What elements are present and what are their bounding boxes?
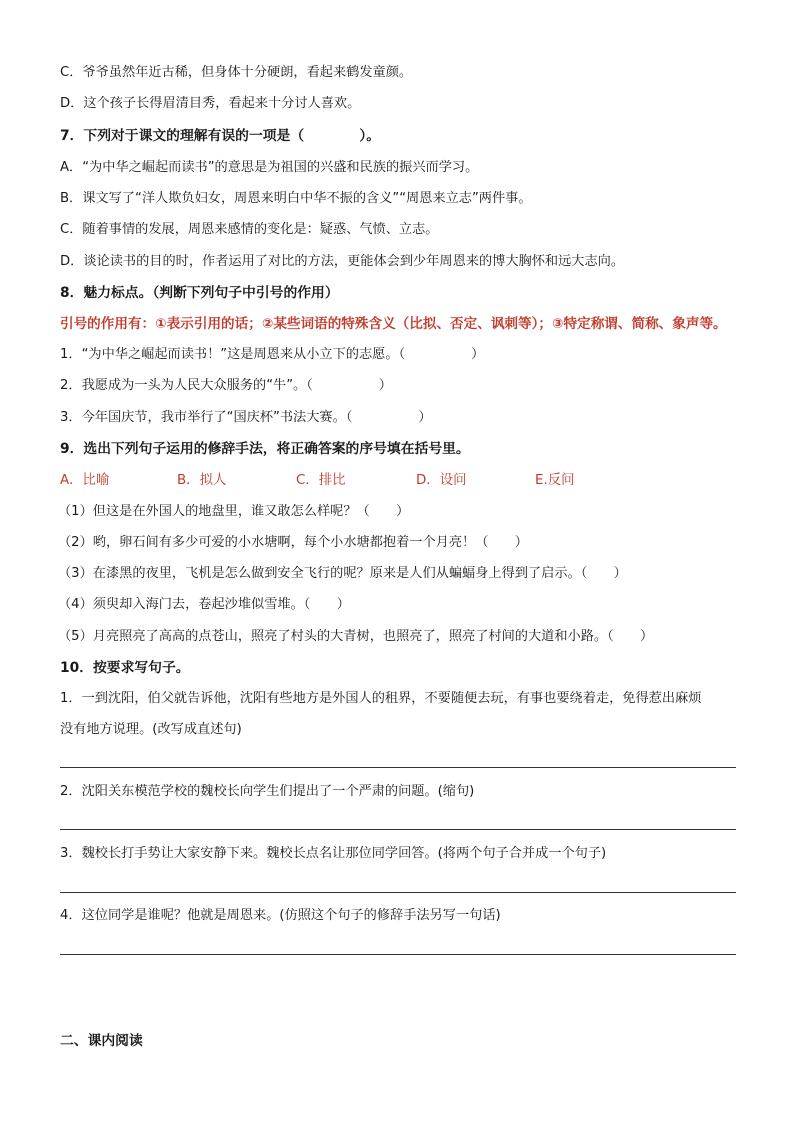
q9-option-a: A．比喻 <box>60 473 110 488</box>
q9-item-5: （5）月亮照亮了高高的点苍山，照亮了村头的大青树，也照亮了，照亮了村间的大道和小路。（ ） <box>58 629 654 644</box>
q7-option-d: D．谈论读书的目的时，作者运用了对比的方法，更能体会到少年周恩来的博大胸怀和远大志向。 <box>60 254 625 269</box>
q10-item-1: 1．一到沈阳，伯父就告诉他，沈阳有些地方是外国人的租界，不要随便去玩，有事也要绕着走，免得惹出麻烦 <box>60 691 702 706</box>
q9-item-4: （4）须臾却入海门去，卷起沙堆似雪堆。（ ） <box>58 597 350 612</box>
q8-item-1: 1．“为中华之崛起而读书！”这是周恩来从小立下的志愿。（ ） <box>60 347 485 362</box>
q9-title: 9．选出下列句子运用的修辞手法，将正确答案的序号填在括号里。 <box>60 441 470 457</box>
answer-line-2[interactable] <box>60 829 736 830</box>
q8-hint: 引号的作用有：①表示引用的话；②某些词语的特殊含义（比拟、否定、讽刺等）；③特定称谓、简称、象声等。 <box>60 316 727 332</box>
answer-line-3[interactable] <box>60 892 736 893</box>
q9-item-1: （1）但这是在外国人的地盘里，谁又敢怎么样呢？（ ） <box>58 504 410 519</box>
q8-item-3: 3．今年国庆节，我市举行了“国庆杯”书法大赛。（ ） <box>60 410 432 425</box>
q7-title: 7．下列对于课文的理解有误的一项是（ ）。 <box>60 128 381 144</box>
q10-item-3: 3．魏校长打手势让大家安静下来。魏校长点名让那位同学回答。(将两个句子合并成一个句子) <box>60 846 607 861</box>
q9-item-2: （2）哟，卵石间有多少可爱的小水塘啊，每个小水塘都抱着一个月亮！（ ） <box>58 535 528 550</box>
q9-option-c: C．排比 <box>296 473 346 488</box>
q10-title: 10．按要求写句子。 <box>60 660 190 676</box>
q7-option-a: A．“为中华之崛起而读书”的意思是为祖国的兴盛和民族的振兴而学习。 <box>60 160 479 175</box>
q9-option-b: B．拟人 <box>177 473 227 488</box>
q10-item-1-cont: 没有地方说理。(改写成直述句) <box>60 722 242 737</box>
section-heading: 二、课内阅读 <box>60 1033 143 1049</box>
q7-option-b: B．课文写了“洋人欺负妇女，周恩来明白中华不振的含义”“周恩来立志”两件事。 <box>60 191 532 206</box>
q9-item-3: （3）在漆黑的夜里，飞机是怎么做到安全飞行的呢？原来是人们从蝙蝠身上得到了启示。（ ） <box>58 566 627 581</box>
q10-item-4: 4．这位同学是谁呢？他就是周恩来。(仿照这个句子的修辞手法另写一句话) <box>60 908 501 923</box>
q8-title: 8．魅力标点。（判断下列句子中引号的作用） <box>60 285 339 301</box>
q8-item-2: 2．我愿成为一头为人民大众服务的“牛”。（ ） <box>60 378 392 393</box>
q10-item-2: 2．沈阳关东模范学校的魏校长向学生们提出了一个严肃的问题。(缩句) <box>60 784 475 799</box>
answer-line-4[interactable] <box>60 954 736 955</box>
q7-option-c: C．随着事情的发展，周恩来感情的变化是：疑惑、气愤、立志。 <box>60 222 439 237</box>
answer-line-1[interactable] <box>60 767 736 768</box>
q6-option-c: C．爷爷虽然年近古稀，但身体十分硬朗，看起来鹤发童颜。 <box>60 65 413 80</box>
q6-option-d: D．这个孩子长得眉清目秀，看起来十分讨人喜欢。 <box>60 96 361 111</box>
q9-option-e: E.反问 <box>535 473 575 488</box>
q9-option-d: D．设问 <box>416 473 467 488</box>
